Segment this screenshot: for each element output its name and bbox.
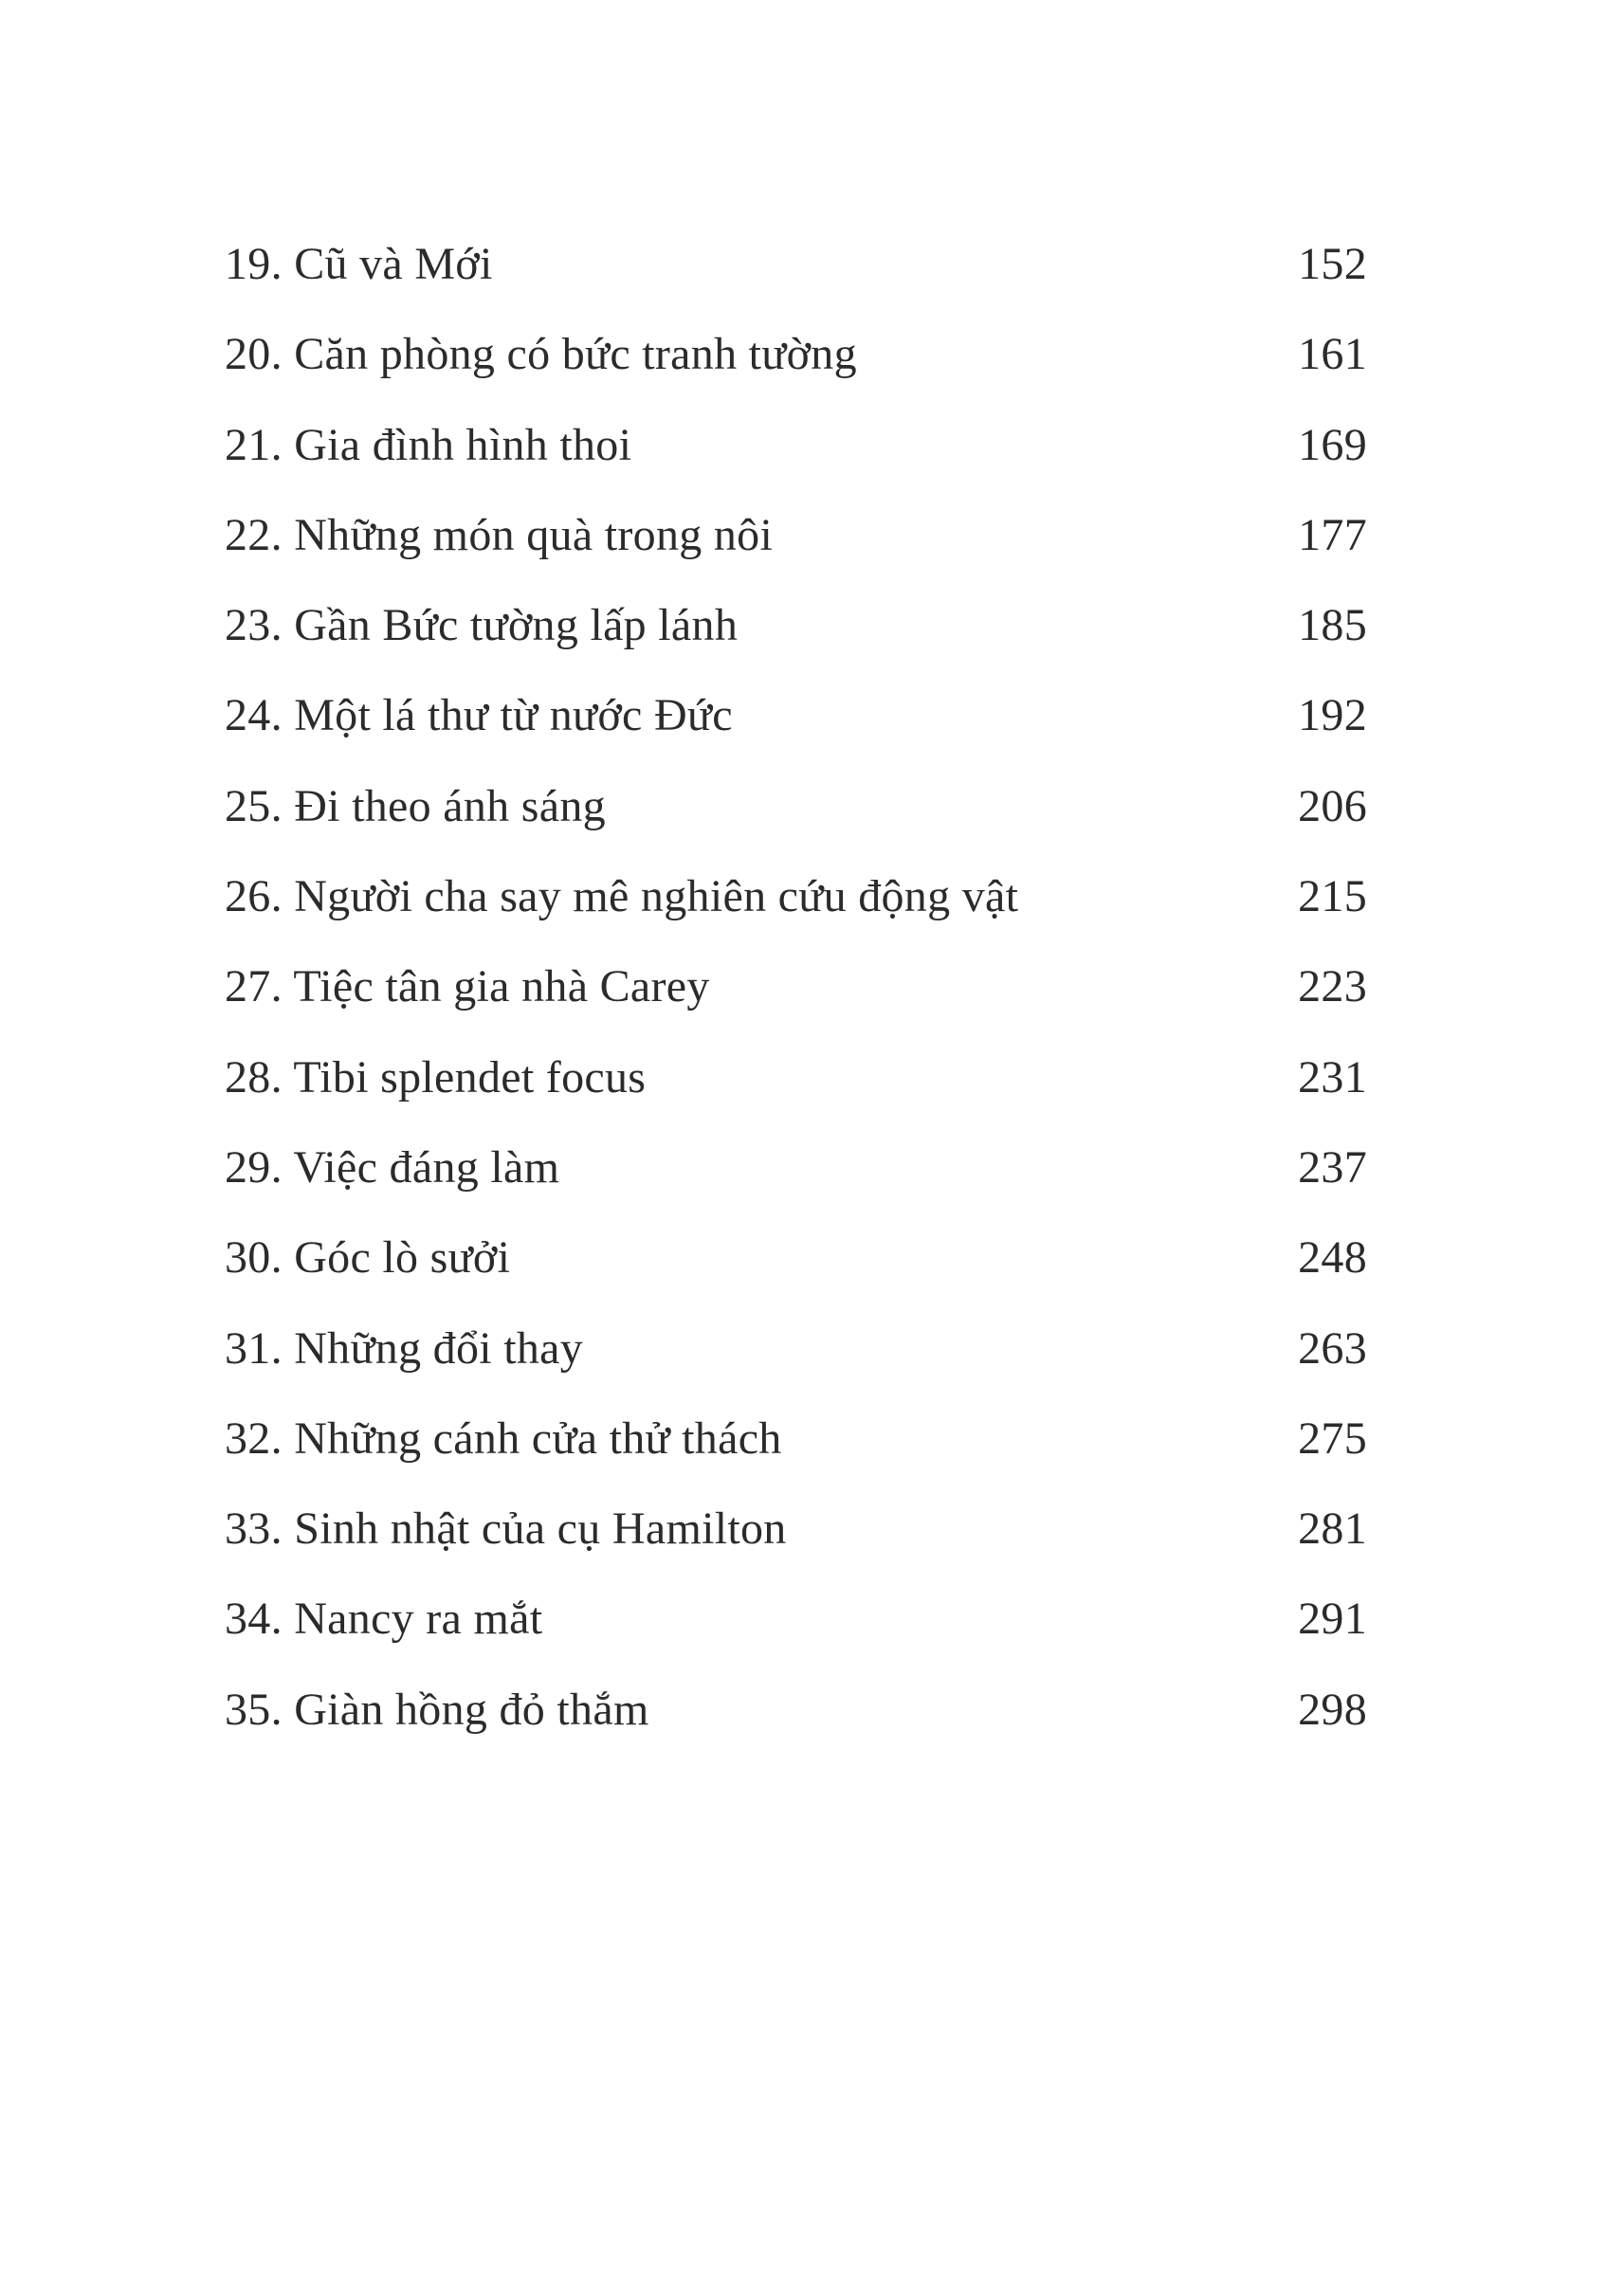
chapter-page-number: 237 [1298,1141,1367,1193]
chapter-page-number: 231 [1298,1051,1367,1102]
chapter-title: 26. Người cha say mê nghiên cứu động vật [225,871,1019,922]
toc-entry [225,309,1367,399]
chapter-title: 31. Những đổi thay [225,1322,584,1374]
toc-entry [225,1032,1367,1122]
chapter-page-number: 298 [1298,1684,1367,1735]
chapter-page-number: 185 [1298,600,1367,651]
chapter-page-number: 161 [1298,329,1367,380]
chapter-title: 29. Việc đáng làm [225,1141,560,1193]
chapter-page-number: 281 [1298,1503,1367,1555]
toc-entry [225,1574,1367,1664]
toc-entry [225,219,1367,309]
chapter-title: 20. Căn phòng có bức tranh tường [225,329,857,380]
chapter-page-number: 169 [1298,419,1367,470]
chapter-page-number: 192 [1298,690,1367,741]
chapter-title: 30. Góc lò sưởi [225,1232,511,1284]
toc-entry [225,1212,1367,1303]
chapter-title: 35. Giàn hồng đỏ thắm [225,1684,649,1735]
toc-entry [225,400,1367,490]
chapter-title: 24. Một lá thư từ nước Đức [225,690,733,741]
toc-entry [225,1484,1367,1574]
chapter-title: 21. Gia đình hình thoi [225,419,632,470]
chapter-page-number: 223 [1298,961,1367,1012]
chapter-title: 32. Những cánh cửa thử thách [225,1412,782,1464]
chapter-page-number: 177 [1298,509,1367,560]
chapter-page-number: 263 [1298,1322,1367,1374]
toc-entry [225,1394,1367,1484]
chapter-title: 22. Những món quà trong nôi [225,509,774,560]
chapter-page-number: 206 [1298,780,1367,831]
chapter-title: 25. Đi theo ánh sáng [225,780,606,831]
toc-entry [225,580,1367,670]
chapter-page-number: 248 [1298,1232,1367,1284]
table-of-contents [225,219,1367,1755]
toc-entry [225,941,1367,1031]
toc-entry [225,1122,1367,1212]
chapter-page-number: 275 [1298,1412,1367,1464]
chapter-page-number: 215 [1298,871,1367,922]
toc-entry [225,670,1367,760]
chapter-title: 33. Sinh nhật của cụ Hamilton [225,1503,787,1555]
chapter-title: 34. Nancy ra mắt [225,1594,543,1645]
chapter-title: 23. Gần Bức tường lấp lánh [225,600,739,651]
toc-entry [225,851,1367,941]
chapter-title: 28. Tibi splendet focus [225,1051,647,1102]
chapter-title: 27. Tiệc tân gia nhà Carey [225,961,710,1012]
chapter-page-number: 152 [1298,239,1367,289]
toc-entry [225,1303,1367,1394]
chapter-page-number: 291 [1298,1594,1367,1645]
toc-entry [225,490,1367,580]
toc-entry [225,1665,1367,1755]
chapter-title: 19. Cũ và Mới [225,239,493,289]
toc-entry [225,761,1367,851]
